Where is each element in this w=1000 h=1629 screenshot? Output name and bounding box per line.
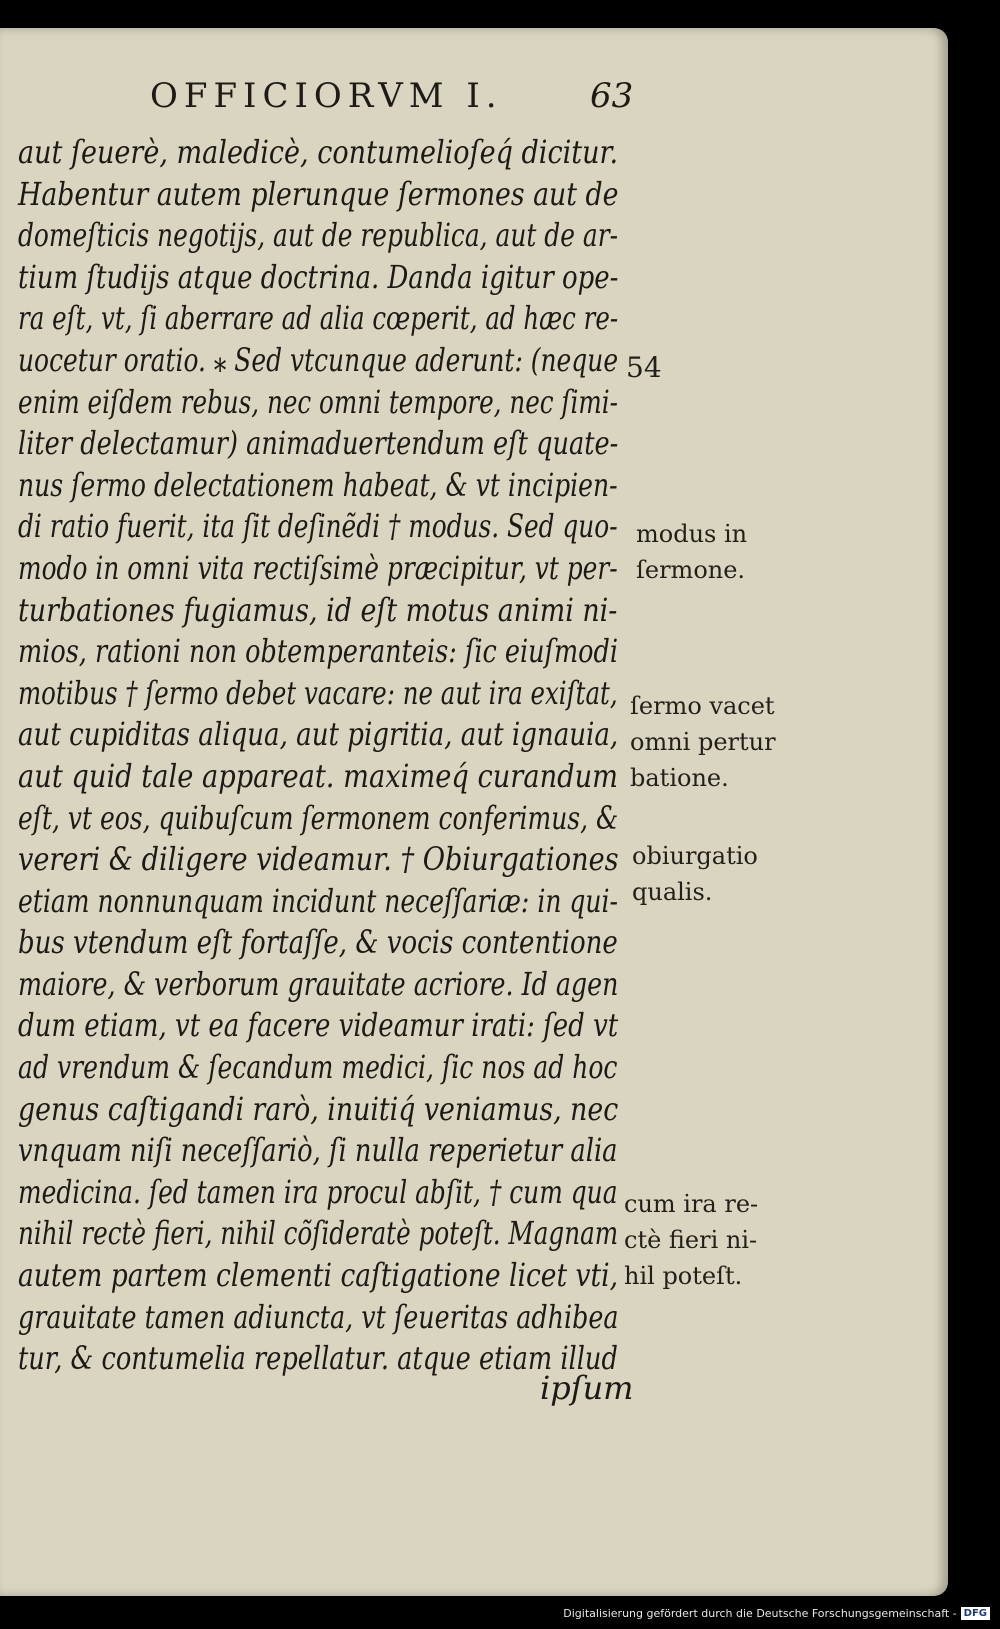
- text-line: di ratio fuerit, ita ſit deſinẽdi † modus. Sed quo-: [18, 507, 618, 546]
- text-line: eſt, vt eos, quibuſcum ſermonem conferimus, &: [18, 798, 619, 837]
- text-line: aut cupiditas aliqua, aut pigritia, aut ignauia,: [18, 715, 619, 754]
- margin-note-line: hil poteſt.: [624, 1262, 743, 1290]
- text-line: Habentur autem plerunque ſermones aut de: [18, 174, 619, 213]
- text-line: nihil rectè fieri, nihil cõſideratè poteſt. Magnam: [18, 1214, 619, 1253]
- header-title: OFFICIORVM I.: [150, 76, 503, 116]
- text-line: bus vtendum eſt fortaſſe, & vocis contentione: [18, 923, 618, 962]
- text-line: ad vrendum & ſecandum medici, ſic nos ad hoc: [18, 1048, 618, 1087]
- margin-note-line: ctè fieri ni-: [624, 1226, 758, 1254]
- margin-number: 54: [626, 351, 662, 384]
- margin-note-line: batione.: [630, 764, 729, 792]
- margin-note-modus: [636, 516, 747, 588]
- margin-note-line: ſermo vacet: [630, 692, 775, 720]
- text-line: maiore, & verborum grauitate acriore. Id agen: [18, 964, 619, 1003]
- text-line: uocetur oratio. ⁎ Sed vtcunque aderunt: (neque: [18, 340, 619, 379]
- text-line: modo in omni vita rectiſsimè præcipitur, vt per-: [18, 548, 618, 587]
- text-line: grauitate tamen adiuncta, vt ſeueritas adhibea: [18, 1297, 619, 1336]
- book-page: [0, 28, 948, 1596]
- text-line: tur, & contumelia repellatur. atque etiam illud: [18, 1339, 618, 1378]
- text-line: tium ſtudijs atque doctrina. Danda igitur ope-: [18, 257, 619, 296]
- catchword: ipſum: [540, 1369, 634, 1407]
- text-line: ra eſt, vt, ſi aberrare ad alia cœperit, ad hæc re-: [18, 299, 619, 338]
- margin-note-ira: [624, 1186, 758, 1294]
- text-line: enim eiſdem rebus, nec omni tempore, nec ſimi-: [18, 382, 618, 421]
- text-line: autem partem clementi caſtigatione licet vti,: [18, 1256, 619, 1295]
- running-header: [150, 76, 650, 116]
- text-line: aut quid tale appareat. maximeq́ curandum: [18, 756, 618, 795]
- text-line: domeſticis negotijs, aut de republica, aut de ar-: [18, 216, 619, 255]
- text-line: vereri & diligere videamur. † Obiurgationes: [18, 840, 619, 879]
- margin-note-line: modus in: [636, 520, 748, 548]
- text-line: genus caſtigandi rarò, inuitiq́ veniamus, nec: [18, 1089, 619, 1128]
- margin-note-line: omni pertur: [630, 728, 776, 756]
- margin-note-obiurgatio: [632, 838, 758, 910]
- text-line: nus ſermo delectationem habeat, & vt incipien-: [18, 465, 618, 504]
- text-line: liter delectamur) animaduertendum eſt quate-: [18, 424, 619, 463]
- text-line: aut ſeuerè, maledicè, contumelioſeq́ dicitur.: [18, 133, 619, 171]
- margin-note-line: ſermone.: [636, 556, 746, 584]
- margin-note-sermo: [630, 688, 776, 796]
- body-text: [18, 132, 658, 1380]
- text-line: dum etiam, vt ea facere videamur irati: ſed vt: [18, 1006, 619, 1045]
- text-line: medicina. ſed tamen ira procul abſit, † cum qua: [18, 1172, 618, 1211]
- margin-note-line: qualis.: [632, 878, 713, 906]
- text-line: motibus † ſermo debet vacare: ne aut ira exiſtat,: [18, 673, 618, 712]
- footer-bar: [0, 1601, 1000, 1625]
- funding-notice: Digitalisierung gefördert durch die Deutsche Forschungsgemeinschaft -: [563, 1606, 957, 1620]
- text-line: vnquam niſi neceſſariò, ſi nulla reperietur alia: [18, 1131, 618, 1170]
- margin-note-line: obiurgatio: [632, 842, 758, 870]
- folio-number: 63: [590, 76, 634, 116]
- text-line: mios, rationi non obtemperanteis: ſic eiuſmodi: [18, 632, 619, 671]
- dfg-logo: DFG: [961, 1607, 990, 1620]
- margin-note-line: cum ira re-: [624, 1190, 759, 1218]
- text-line: etiam nonnunquam incidunt neceſſariæ: in qui-: [18, 881, 618, 920]
- text-line: turbationes fugiamus, id eſt motus animi ni-: [18, 590, 618, 629]
